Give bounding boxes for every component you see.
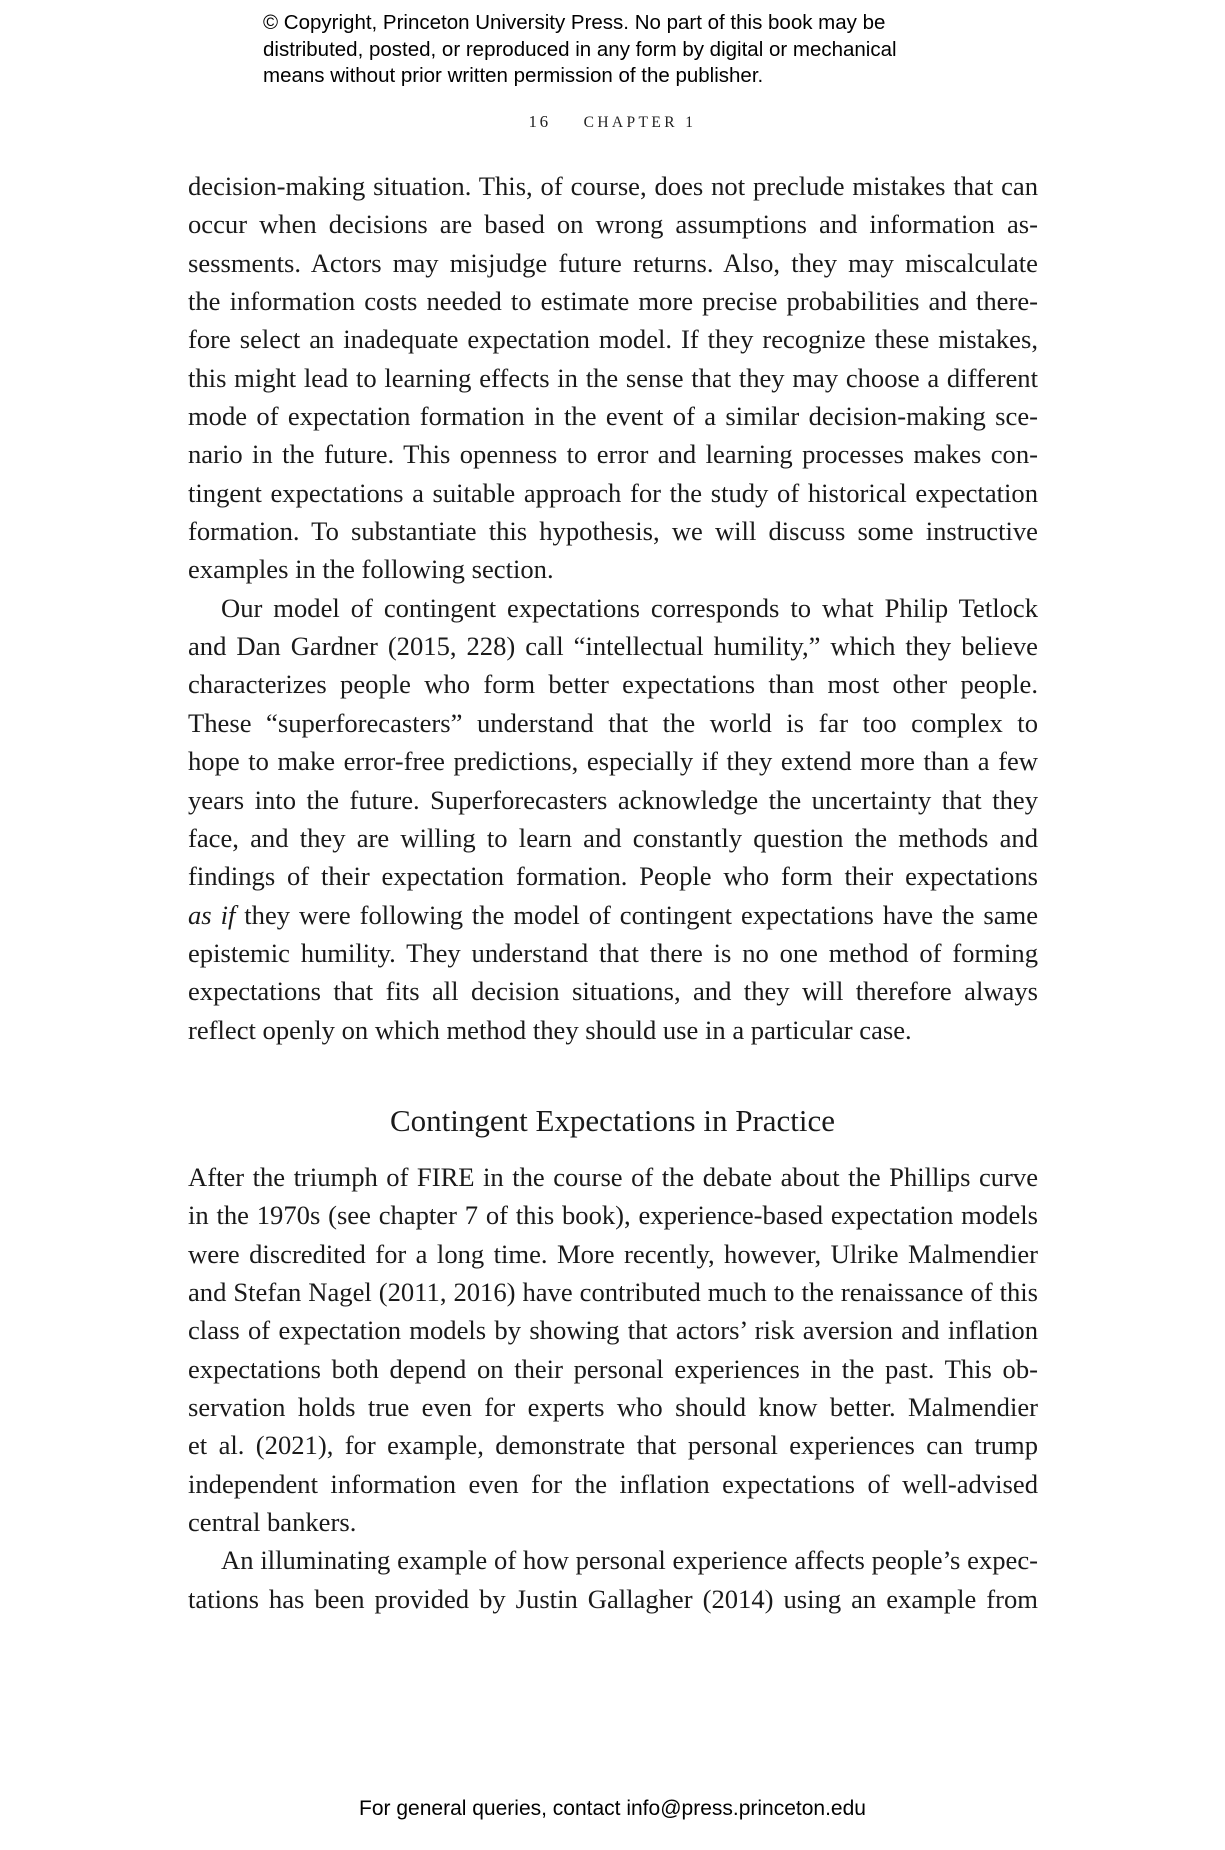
text-line: this might lead to learning effects in the sense that they may choose a different <box>188 362 1038 393</box>
text-line: An illuminating example of how personal experience affects people’s expec- <box>221 1545 1038 1576</box>
text-line: the information costs needed to estimate more precise probabilities and there- <box>188 286 1038 317</box>
text-line: independent information even for the inflation expectations of well-advised <box>188 1468 1038 1499</box>
text-line: sessments. Actors may misjudge future returns. Also, they may miscalculate <box>188 247 1038 278</box>
text-line: in the 1970s (see chapter 7 of this book), experience-based expectation models <box>188 1200 1038 1231</box>
text-line: epistemic humility. They understand that there is no one method of forming <box>188 937 1038 968</box>
text-line-as-if <box>188 896 1038 934</box>
text-line: fore select an inadequate expectation model. If they recognize these mistakes, <box>188 324 1038 355</box>
text-line: Our model of contingent expectations corresponds to what Philip Tetlock <box>221 592 1038 623</box>
italic-as-if: as if <box>188 899 236 930</box>
text-line: and Stefan Nagel (2011, 2016) have contributed much to the renaissance of this <box>188 1277 1038 1308</box>
text-line: findings of their expectation formation. People who form their expectations <box>188 861 1038 892</box>
text-line: servation holds true even for experts who should know better. Malmendier <box>188 1392 1038 1423</box>
text-line: formation. To substantiate this hypothesis, we will discuss some instructive <box>188 516 1038 547</box>
text-line: tingent expectations a suitable approach for the study of historical expectation <box>188 477 1038 508</box>
text-line: were discredited for a long time. More recently, however, Ulrike Malmendier <box>188 1238 1038 1269</box>
running-head <box>0 112 1225 132</box>
footer-contact: For general queries, contact info@press.princeton.edu <box>359 1797 866 1820</box>
body-text-block-1 <box>188 167 1038 1049</box>
text-line: class of expectation models by showing that actors’ risk aversion and inflation <box>188 1315 1038 1346</box>
text-line: nario in the future. This openness to error and learning processes makes con- <box>188 439 1038 470</box>
copyright-notice <box>263 10 983 90</box>
text-line: tations has been provided by Justin Gallagher (2014) using an example from <box>188 1583 1038 1614</box>
text-fragment: they were following the model of contingent expectations have the same <box>235 899 1039 930</box>
text-line: characterizes people who form better expectations than most other people. <box>188 669 1038 700</box>
text-line: and Dan Gardner (2015, 228) call “intellectual humility,” which they believe <box>188 631 1038 662</box>
text-line: examples in the following section. <box>188 554 554 585</box>
text-line: central bankers. <box>188 1507 357 1538</box>
text-line: decision-making situation. This, of course, does not preclude mistakes that can <box>188 171 1038 201</box>
text-line: reflect openly on which method they should use in a particular case. <box>188 1014 912 1045</box>
copyright-line: means without prior written permission of the publisher. <box>263 64 764 87</box>
text-line: mode of expectation formation in the event of a similar decision-making sce- <box>188 401 1038 432</box>
text-line: hope to make error-free predictions, especially if they extend more than a few <box>188 746 1038 777</box>
text-line: expectations that fits all decision situations, and they will therefore always <box>188 976 1038 1007</box>
copyright-line: © Copyright, Princeton University Press. No part of this book may be <box>263 11 886 34</box>
text-line: years into the future. Superforecasters acknowledge the uncertainty that they <box>188 784 1038 815</box>
text-line: face, and they are willing to learn and constantly question the methods and <box>188 822 1038 853</box>
copyright-line: distributed, posted, or reproduced in any form by digital or mechanical <box>263 37 897 61</box>
text-line: After the triumph of FIRE in the course of the debate about the Phillips curve <box>188 1162 1038 1192</box>
body-text-block-2 <box>188 1158 1038 1618</box>
text-line: occur when decisions are based on wrong assumptions and information as- <box>188 209 1038 240</box>
section-heading: Contingent Expectations in Practice <box>389 1103 836 1138</box>
chapter-label: CHAPTER 1 <box>583 114 697 131</box>
text-line: expectations both depend on their personal experiences in the past. This ob- <box>188 1353 1038 1384</box>
text-line: et al. (2021), for example, demonstrate that personal experiences can trump <box>188 1430 1038 1461</box>
page-number: 16 <box>528 112 551 131</box>
text-line: These “superforecasters” understand that the world is far too complex to <box>188 707 1038 738</box>
